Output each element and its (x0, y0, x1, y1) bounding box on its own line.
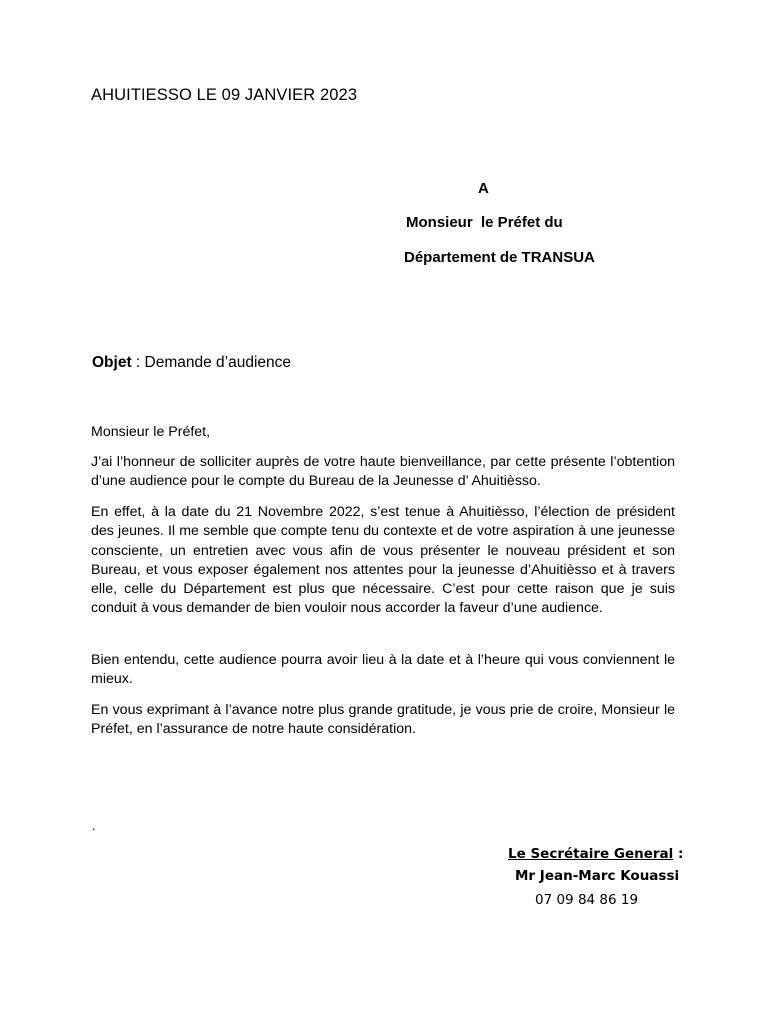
subject-label: Objet (92, 354, 132, 371)
paragraph-availability: Bien entendu, cette audience pourra avoir lieu à la date et à l’heure qui vous conviennent le mieux. (91, 652, 675, 688)
salutation: Monsieur le Préfet, (91, 424, 211, 440)
paragraph-context: En effet, à la date du 21 Novembre 2022, s’est tenue à Ahuitièsso, l’élection de président des jeunes. Il me semble que compte tenu du contexte et de votre aspiration à une jeunesse consciente, un entretien avec vous afin de vous présenter le nouveau président et son Bureau, et vous exposer également nos attentes pour la jeunesse d’Ahuitièsso et à travers elle, celle du Département est plus que nécessaire. C’est pour cette raison que je suis conduit à vous demander de bien vouloir nous accorder la faveur d’une audience. (91, 504, 675, 617)
subject-separator: : (131, 354, 145, 371)
signatory-phone: 07 09 84 86 19 (535, 892, 639, 908)
signatory-name: Mr Jean-Marc Kouassi (515, 868, 680, 884)
subject-line (92, 354, 291, 372)
recipient-department: Département de TRANSUA (404, 249, 595, 266)
stray-dot: . (92, 818, 96, 833)
paragraph-request: J’ai l’honneur de solliciter auprès de votre haute bienveillance, par cette présente l’obtention d’une audience pour le compte du Bureau de la Jeunesse d’ Ahuitièsso. (91, 454, 675, 490)
signatory-title (508, 846, 683, 862)
paragraph-closing: En vous exprimant à l’avance notre plus grande gratitude, je vous prie de croire, Monsieur le Préfet, en l’assurance de notre haute considération. (91, 702, 675, 738)
recipient-prefix: A (478, 180, 489, 197)
date-line: AHUITIESSO LE 09 JANVIER 2023 (91, 86, 358, 104)
subject-text: Demande d’audience (144, 354, 292, 371)
signatory-title-text: Le Secrétaire General (508, 846, 674, 862)
recipient-title: Monsieur le Préfet du (406, 214, 563, 231)
signatory-title-suffix: : (673, 846, 684, 862)
